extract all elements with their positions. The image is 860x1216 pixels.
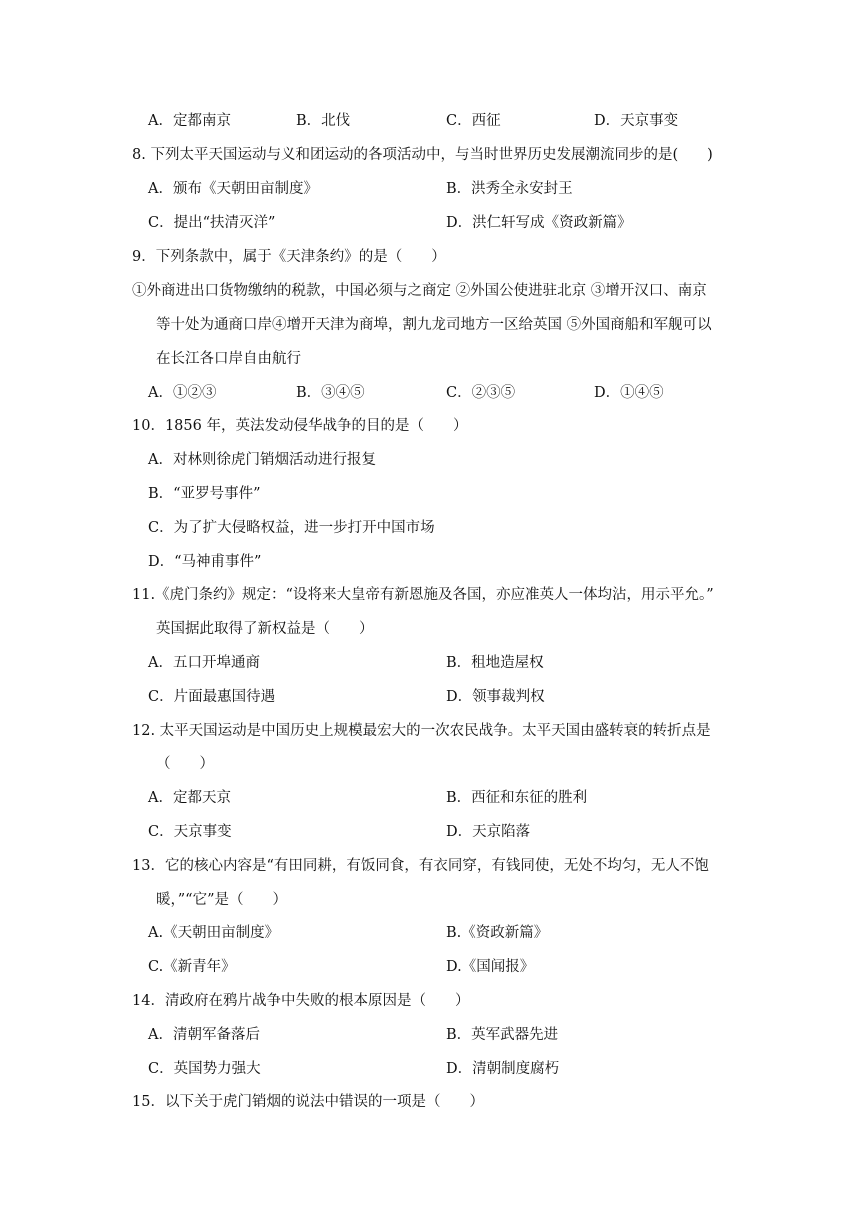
q8-option-c: C．提出“扶清灭洋” (148, 215, 276, 231)
q14-option-d: D．清朝制度腐朽 (446, 1061, 560, 1077)
q9-stem: 9．下列条款中，属于《天津条约》的是（ ） (132, 249, 446, 265)
q10-option-d: D．“马神甫事件” (148, 554, 262, 570)
q12-option-b: B．西征和东征的胜利 (446, 790, 588, 806)
q14-option-b: B．英军武器先进 (446, 1027, 559, 1043)
q10-option-a: A．对林则徐虎门销烟活动进行报复 (148, 452, 376, 468)
q7-option-c: C．西征 (446, 113, 501, 129)
q15-stem: 15．以下关于虎门销烟的说法中错误的一项是（ ） (132, 1094, 484, 1110)
q9-body-line: 等十处为通商口岸④增开天津为商埠，割九龙司地方一区给英国 ⑤外国商船和军舰可以 (156, 317, 712, 333)
q11-option-c: C．片面最惠国待遇 (148, 689, 276, 705)
q12-option-c: C．天京事变 (148, 824, 232, 840)
q13-stem-cont: 暖，”“它”是（ ） (156, 892, 287, 908)
q11-option-b: B．租地造屋权 (446, 655, 544, 671)
q9-option-b: B．③④⑤ (296, 385, 365, 401)
q12-stem: 12. 太平天国运动是中国历史上规模最宏大的一次农民战争。太平天国由盛转衰的转折点是 (132, 723, 711, 739)
q10-stem: 10．1856 年，英法发动侵华战争的目的是（ ） (132, 418, 468, 434)
q11-stem-cont: 英国据此取得了新权益是（ ） (156, 621, 374, 637)
q8-option-b: B．洪秀全永安封王 (446, 181, 573, 197)
q7-option-b: B．北伐 (296, 113, 351, 129)
q11-option-d: D．领事裁判权 (446, 689, 545, 705)
q14-stem: 14．清政府在鸦片战争中失败的根本原因是（ ） (132, 993, 470, 1009)
q9-body-line: 在长江各口岸自由航行 (156, 351, 301, 367)
q9-body-line: ①外商进出口货物缴纳的税款，中国必须与之商定 ②外国公使进驻北京 ③增开汉口、南京 (132, 283, 707, 299)
q12-stem-cont: （ ） (156, 756, 214, 772)
q7-option-a: A．定都南京 (148, 113, 231, 129)
q11-option-a: A．五口开埠通商 (148, 655, 260, 671)
q13-option-d: D.《国闻报》 (446, 959, 535, 975)
q8-stem: 8. 下列太平天国运动与义和团运动的各项活动中，与当时世界历史发展潮流同步的是( ) (132, 147, 713, 163)
q13-option-a: A.《天朝田亩制度》 (148, 925, 280, 941)
q13-option-c: C.《新青年》 (148, 959, 236, 975)
q8-option-a: A．颁布《天朝田亩制度》 (148, 181, 318, 197)
q8-option-d: D．洪仁轩写成《资政新篇》 (446, 215, 632, 231)
q9-option-a: A．①②③ (148, 385, 217, 401)
q11-stem: 11.《虎门条约》规定：“设将来大皇帝有新恩施及各国，亦应准英人一体均沾，用示平允。” (132, 587, 714, 603)
q14-option-a: A．清朝军备落后 (148, 1027, 260, 1043)
q10-option-b: B．“亚罗号事件” (148, 486, 261, 502)
q10-option-c: C．为了扩大侵略权益，进一步打开中国市场 (148, 520, 435, 536)
q7-option-d: D．天京事变 (594, 113, 679, 129)
q13-option-b: B.《资政新篇》 (446, 925, 549, 941)
q14-option-c: C．英国势力强大 (148, 1061, 261, 1077)
q9-option-c: C．②③⑤ (446, 385, 516, 401)
q12-option-d: D．天京陷落 (446, 824, 531, 840)
q13-stem: 13．它的核心内容是“有田同耕，有饭同食，有衣同穿，有钱同使，无处不均匀，无人不饱 (132, 858, 709, 874)
q12-option-a: A．定都天京 (148, 790, 231, 806)
q9-option-d: D．①④⑤ (594, 385, 664, 401)
